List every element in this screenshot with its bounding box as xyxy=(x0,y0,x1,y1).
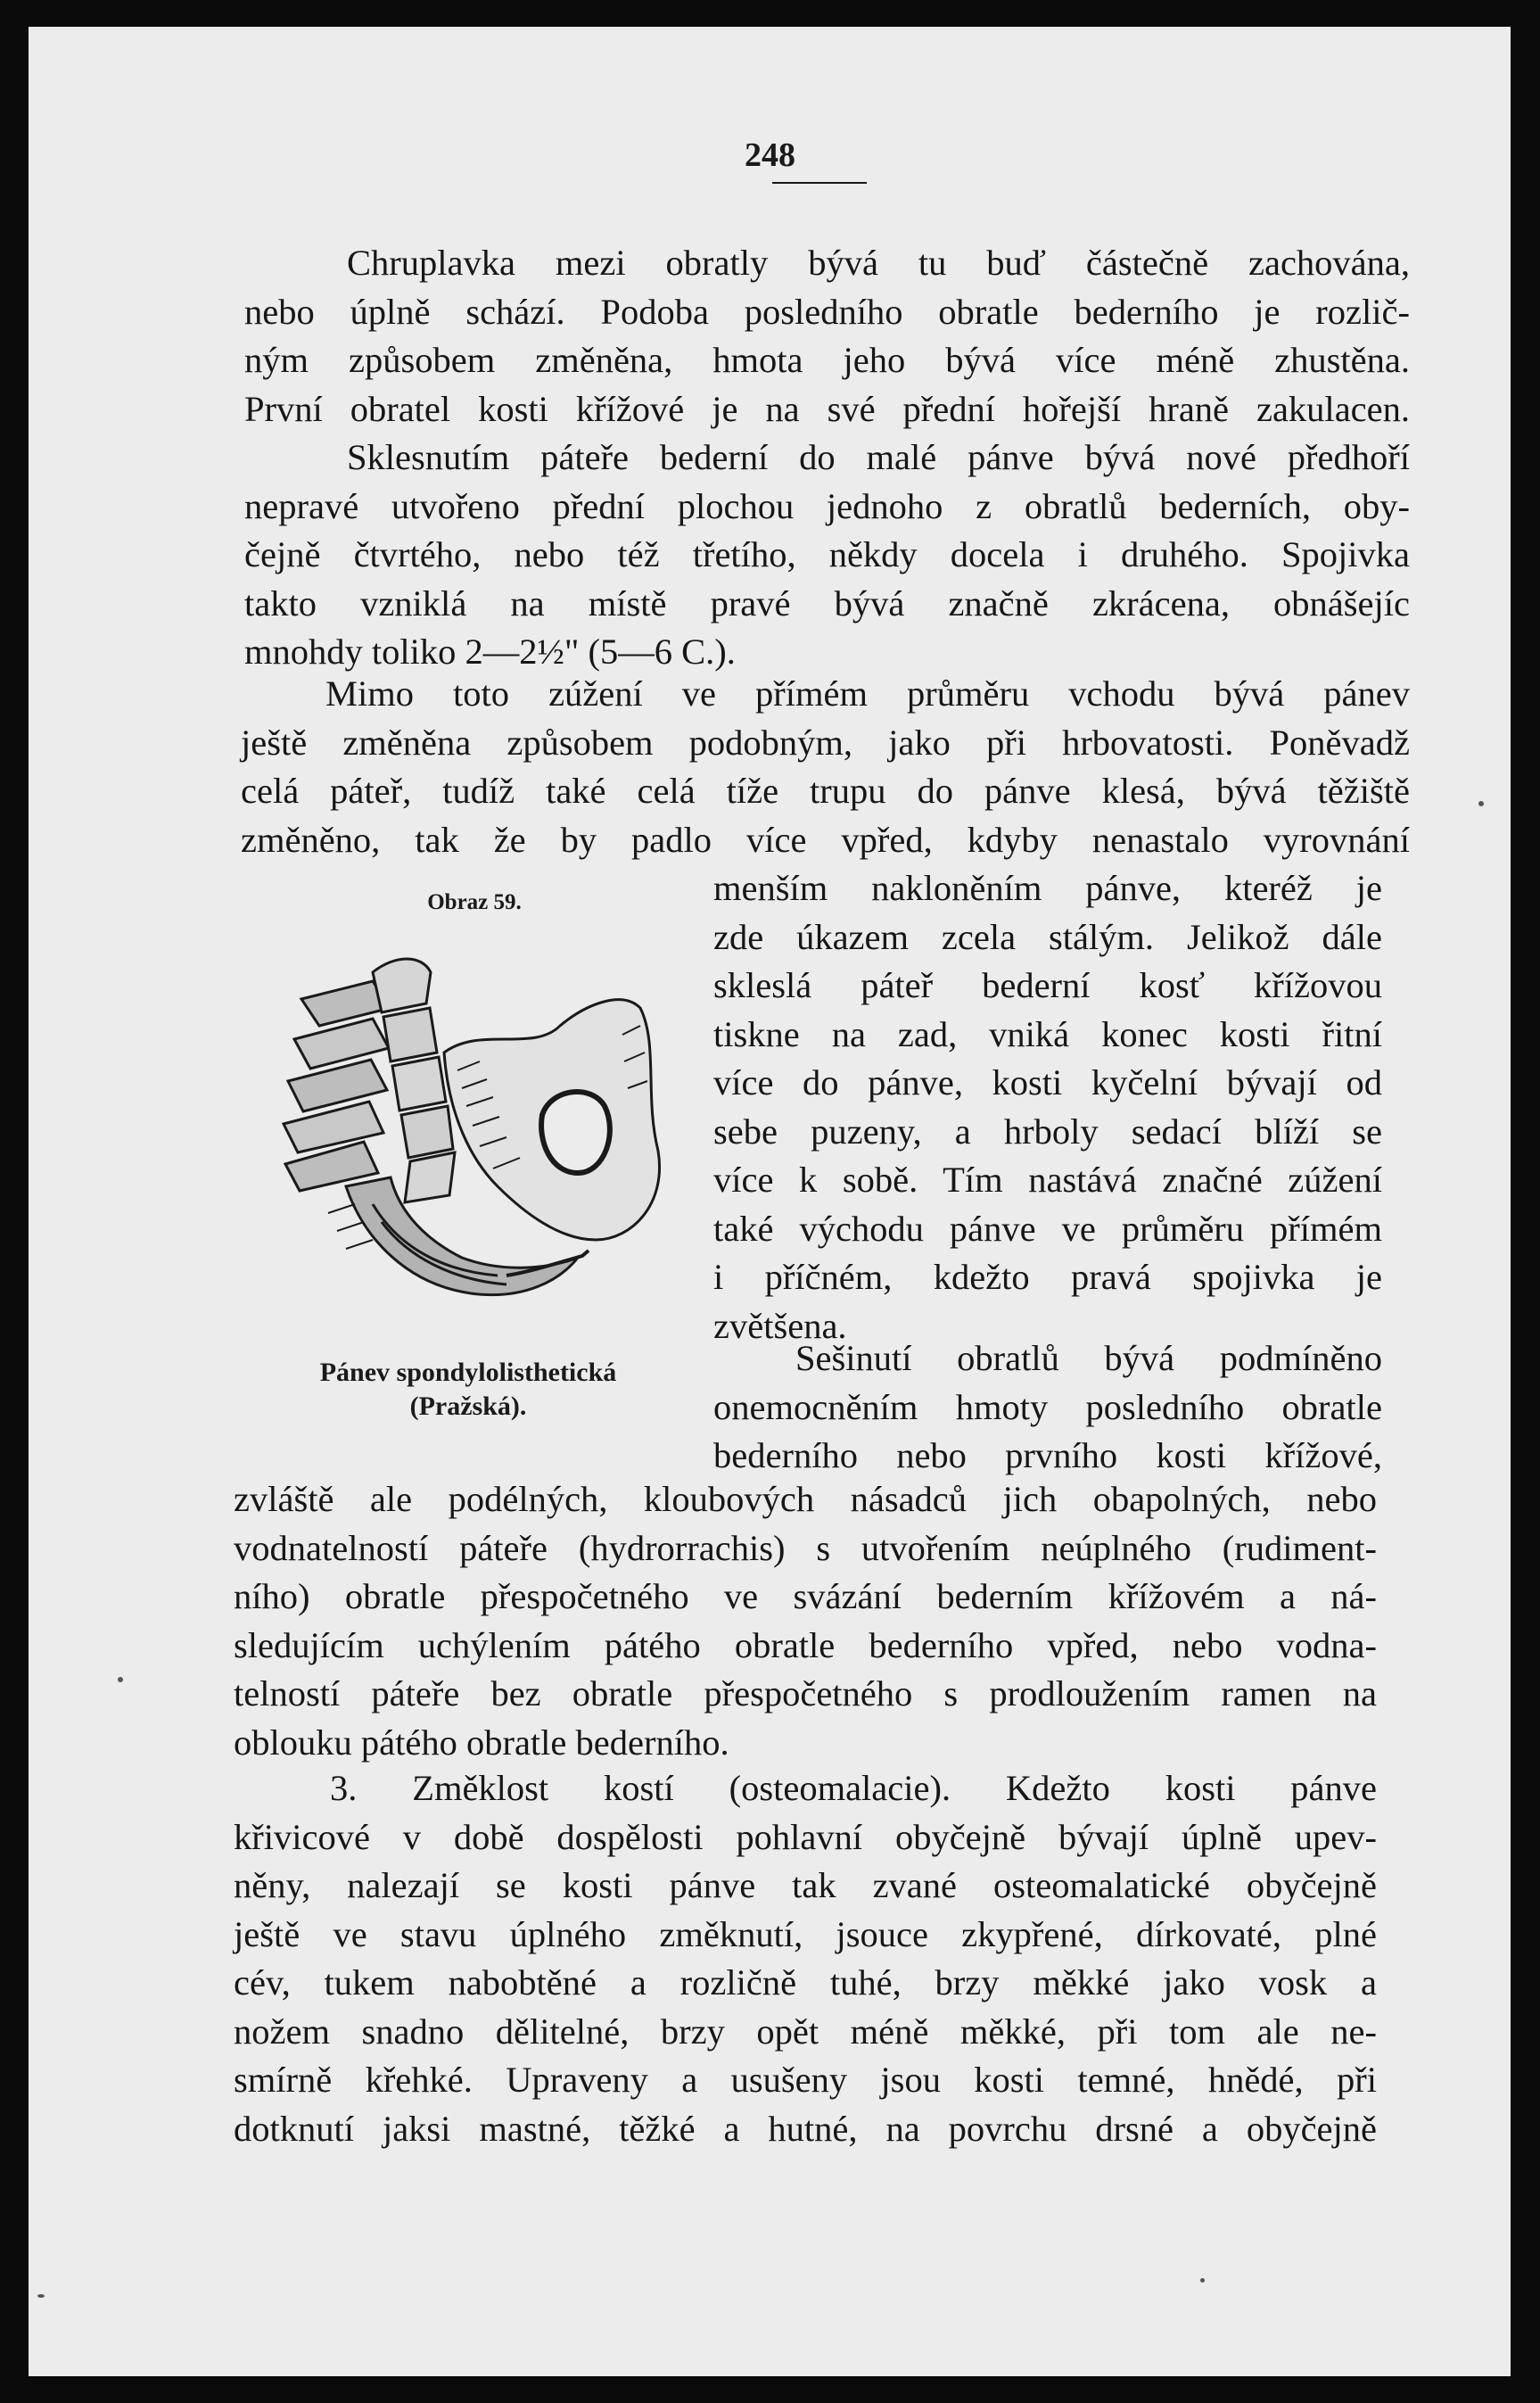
text-line: více do pánve, kosti kyčelní bývají od xyxy=(713,1062,1382,1102)
scan-speck xyxy=(118,1677,123,1682)
text-line: tiskne na zad, vniká konec kosti řitní xyxy=(713,1013,1382,1054)
scan-speck xyxy=(37,2294,45,2298)
page-number-rule xyxy=(772,182,867,184)
text-line: změněno, tak že by padlo více vpřed, kdyby nenastalo vyrovnání xyxy=(241,819,1410,860)
text-line: také východu pánve ve průměru přímém xyxy=(713,1208,1382,1249)
text-line: více k sobě. Tím nastává značné zúžení xyxy=(713,1160,1382,1200)
scan-speck xyxy=(1200,2278,1205,2283)
text-line: skleslá páteř bederní kosť křížovou xyxy=(713,965,1382,1005)
paragraph-3-column xyxy=(713,864,1382,1350)
text-line: sebe puzeny, a hrboly sedací blíží se xyxy=(713,1111,1382,1152)
text-line: zvláště ale podélných, kloubových násadců jich obapolných, nebo xyxy=(234,1479,1377,1519)
text-line: něny, nalezají se kosti pánve tak zvané osteomalatické obyčejně xyxy=(234,1865,1377,1905)
text-line: zde úkazem zcela stálým. Jelikož dále xyxy=(713,916,1382,957)
figure-label: Obraz 59. xyxy=(427,890,522,914)
text-line: takto vzniklá na místě pravé bývá značně zkrácena, obnášejíc xyxy=(244,582,1410,623)
text-line: nebo úplně schází. Podoba posledního obratle bederního je rozlič- xyxy=(244,291,1410,332)
figure-caption-subtitle: (Pražská). xyxy=(409,1391,527,1421)
text-line: zvětšena. xyxy=(713,1305,847,1346)
text-line: 3. Změklost kostí (osteomalacie). Kdežto kosti pánve xyxy=(330,1768,1377,1808)
text-line: onemocněním hmoty posledního obratle xyxy=(713,1386,1382,1427)
text-line: menším nakloněním pánve, kteréž je xyxy=(713,868,1382,908)
text-line: čejně čtvrtého, nebo též třetího, někdy docela i druhého. Spojivka xyxy=(244,534,1410,574)
paragraph-4 xyxy=(234,1475,1377,1767)
text-line: dotknutí jaksi mastné, těžké a hutné, na povrchu drsné a obyčejně xyxy=(234,2108,1377,2149)
figure-caption xyxy=(268,1356,669,1424)
text-line: ještě změněna způsobem podobným, jako při hrbovatosti. Poněvadž xyxy=(241,722,1410,763)
text-line: Sešinutí obratlů bývá podmíněno xyxy=(795,1338,1382,1378)
text-line: telností páteře bez obratle přespočetného s prodloužením ramen na xyxy=(234,1673,1377,1713)
text-line: cév, tukem nabobtěné a rozličně tuhé, brzy měkké jako vosk a xyxy=(234,1962,1377,2002)
page-number: 248 xyxy=(745,136,795,174)
paragraph-3 xyxy=(241,670,1410,864)
text-line: celá páteř, tudíž také celá tíže trupu do pánve klesá, bývá těžiště xyxy=(241,771,1410,811)
paragraph-1 xyxy=(244,239,1410,434)
text-line: Sklesnutím páteře bederní do malé pánve bývá nové předhoří xyxy=(347,437,1410,477)
text-line: ještě ve stavu úplného změknutí, jsouce zkypřené, dírkovaté, plné xyxy=(234,1913,1377,1954)
scan-speck xyxy=(1478,801,1484,806)
paragraph-2 xyxy=(244,434,1410,677)
figure-caption-title: Pánev spondylolisthetická xyxy=(319,1358,617,1387)
pelvis-illustration xyxy=(239,919,694,1329)
text-line: křivicové v době dospělosti pohlavní obyčejně bývají úplně upev- xyxy=(234,1816,1377,1857)
vertebra-blocks xyxy=(284,981,391,1191)
text-line: První obratel kosti křížové je na své přední hořejší hraně zakulacen. xyxy=(244,388,1410,429)
text-line: ního) obratle přespočetného ve svázání bederním křížovém a ná- xyxy=(234,1576,1377,1616)
text-line: Chruplavka mezi obratly bývá tu buď částečně zachována, xyxy=(347,243,1410,283)
text-line: ným způsobem změněna, hmota jeho bývá více méně zhustěna. xyxy=(244,340,1410,380)
text-line: oblouku pátého obratle bederního. xyxy=(234,1722,729,1763)
text-line: sledujícím uchýlením pátého obratle bederního vpřed, nebo vodna- xyxy=(234,1624,1377,1665)
text-line: bederního nebo prvního kosti křížové, xyxy=(713,1435,1382,1475)
text-line: vodnatelností páteře (hydrorrachis) s utvořením neúplného (rudiment- xyxy=(234,1527,1377,1568)
vertebral-bodies xyxy=(373,959,455,1202)
text-line: smírně křehké. Upraveny a usušeny jsou kosti temné, hnědé, při xyxy=(234,2060,1377,2100)
text-line: i příčném, kdežto pravá spojivka je xyxy=(713,1257,1382,1297)
text-line: Mimo toto zúžení ve přímém průměru vchodu bývá pánev xyxy=(325,673,1410,714)
paragraph-5 xyxy=(234,1764,1377,2153)
text-line: nepravé utvořeno přední plochou jednoho z obratlů bederních, oby- xyxy=(244,485,1410,526)
paragraph-4-column xyxy=(713,1334,1382,1481)
text-line: mnohdy toliko 2—2½" (5—6 C.). xyxy=(244,632,736,672)
text-line: nožem snadno dělitelné, brzy opět méně měkké, při tom ale ne- xyxy=(234,2011,1377,2052)
